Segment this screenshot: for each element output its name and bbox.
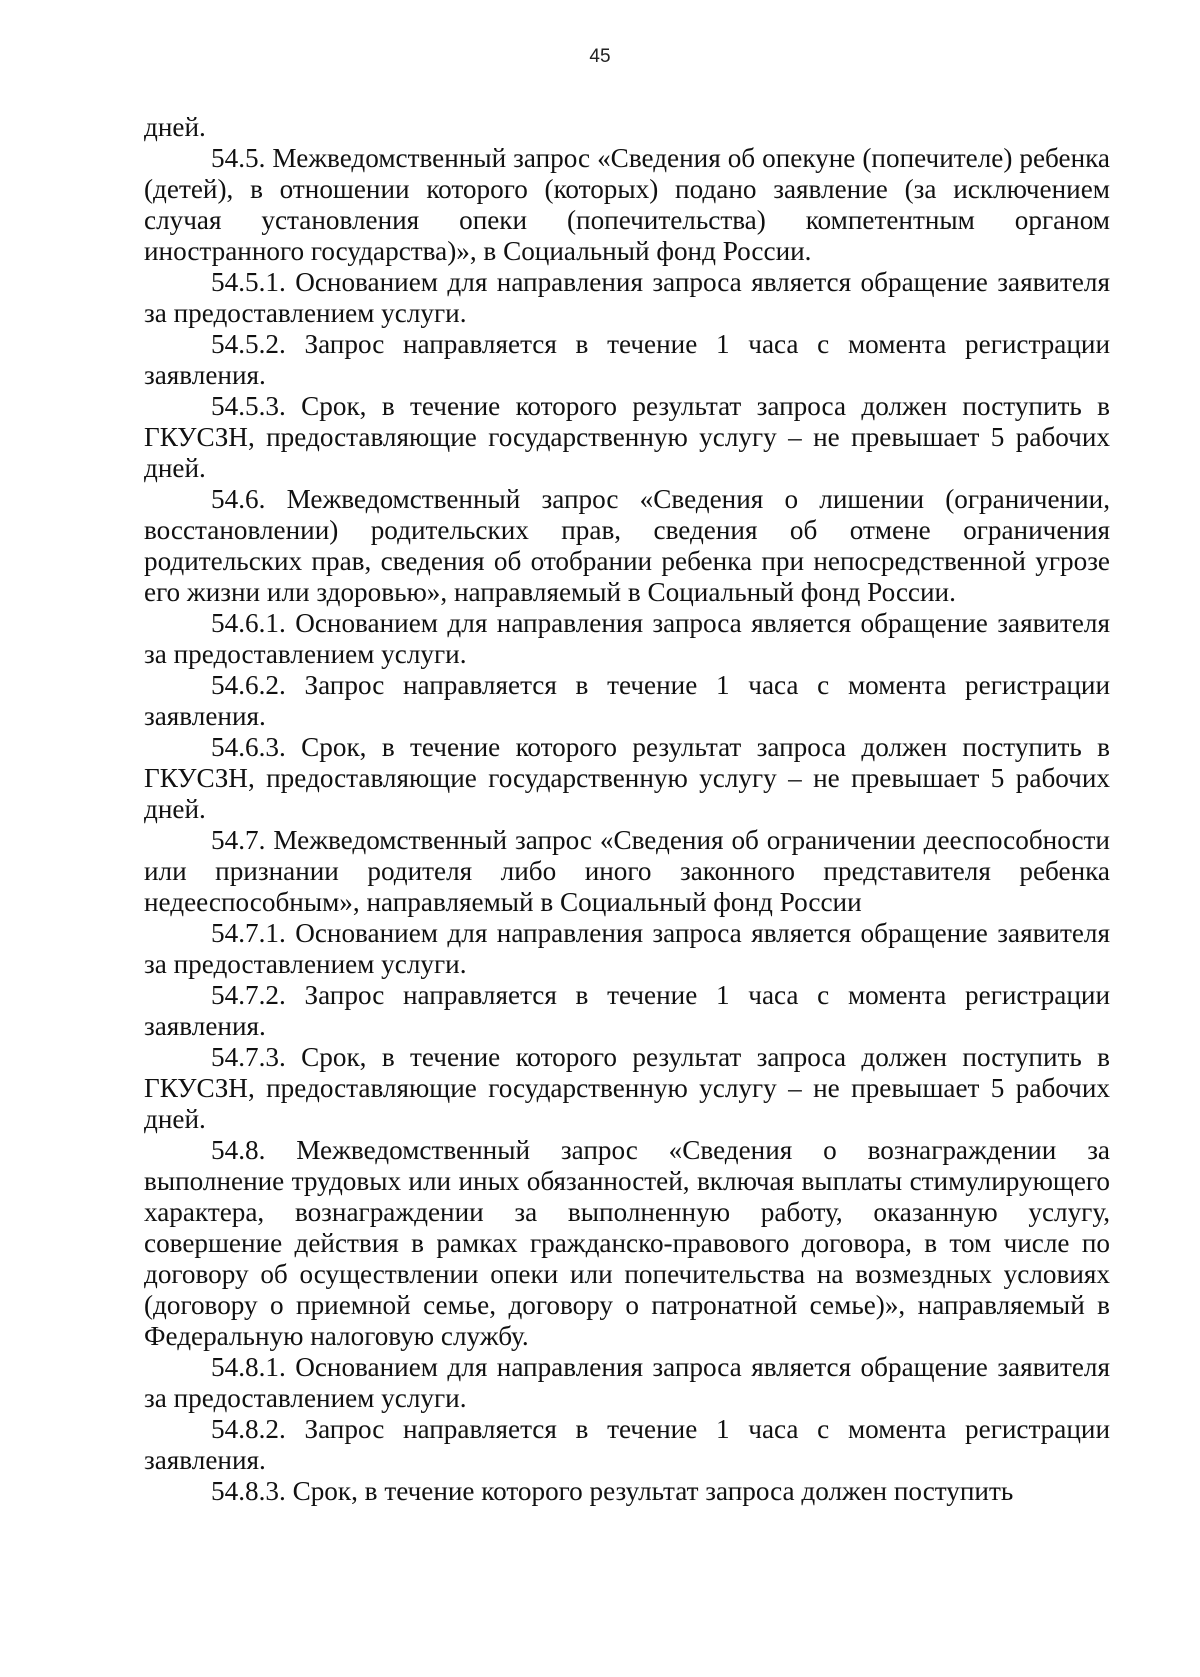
paragraph-54-7-3: 54.7.3. Срок, в течение которого результат запроса должен поступить в ГКУСЗН, предоставляющие государственную услугу – не превышает 5 рабочих дней. (144, 1042, 1110, 1134)
paragraph-54-5: 54.5. Межведомственный запрос «Сведения об опекуне (попечителе) ребенка (детей), в отношении которого (которых) подано заявление (за исключением случая установления опеки (попечительства) компетентным органом иностранного государства)», в Социальный фонд России. (144, 143, 1110, 266)
paragraph-54-5-2: 54.5.2. Запрос направляется в течение 1 часа с момента регистрации заявления. (144, 329, 1110, 390)
paragraph-54-7-2: 54.7.2. Запрос направляется в течение 1 часа с момента регистрации заявления. (144, 980, 1110, 1041)
paragraph-54-8: 54.8. Межведомственный запрос «Сведения о вознаграждении за выполнение трудовых или иных обязанностей, включая выплаты стимулирующего характера, вознаграждении за выполненную работу, оказанную услугу, совершение действия в рамках гражданско-правового договора, в том числе по договору об осуществлении опеки или попечительства на возмездных условиях (договору о приемной семье, договору о патронатной семье)», направляемый в Федеральную налоговую службу. (144, 1135, 1110, 1351)
paragraph-54-5-3: 54.5.3. Срок, в течение которого результат запроса должен поступить в ГКУСЗН, предоставляющие государственную услугу – не превышает 5 рабочих дней. (144, 391, 1110, 483)
paragraph-54-6-3: 54.6.3. Срок, в течение которого результат запроса должен поступить в ГКУСЗН, предоставляющие государственную услугу – не превышает 5 рабочих дней. (144, 732, 1110, 824)
paragraph-54-7: 54.7. Межведомственный запрос «Сведения об ограничении дееспособности или признании родителя либо иного законного представителя ребенка недееспособным», направляемый в Социальный фонд России (144, 825, 1110, 917)
paragraph-54-7-1: 54.7.1. Основанием для направления запроса является обращение заявителя за предоставлением услуги. (144, 918, 1110, 979)
paragraph-54-6-2: 54.6.2. Запрос направляется в течение 1 часа с момента регистрации заявления. (144, 670, 1110, 731)
paragraph-54-6: 54.6. Межведомственный запрос «Сведения о лишении (ограничении, восстановлении) родительских прав, сведения об отмене ограничения родительских прав, сведения об отобрании ребенка при непосредственной угрозе его жизни или здоровью», направляемый в Социальный фонд России. (144, 484, 1110, 607)
document-body (144, 112, 1110, 1507)
paragraph-54-8-3: 54.8.3. Срок, в течение которого результат запроса должен поступить (211, 1476, 1014, 1506)
paragraph-54-8-2: 54.8.2. Запрос направляется в течение 1 часа с момента регистрации заявления. (144, 1414, 1110, 1475)
page-number: 45 (589, 46, 611, 67)
paragraph-54-5-1: 54.5.1. Основанием для направления запроса является обращение заявителя за предоставлением услуги. (144, 267, 1110, 328)
paragraph-continuation: дней. (144, 112, 206, 142)
paragraph-54-8-1: 54.8.1. Основанием для направления запроса является обращение заявителя за предоставлением услуги. (144, 1352, 1110, 1413)
paragraph-54-6-1: 54.6.1. Основанием для направления запроса является обращение заявителя за предоставлением услуги. (144, 608, 1110, 669)
